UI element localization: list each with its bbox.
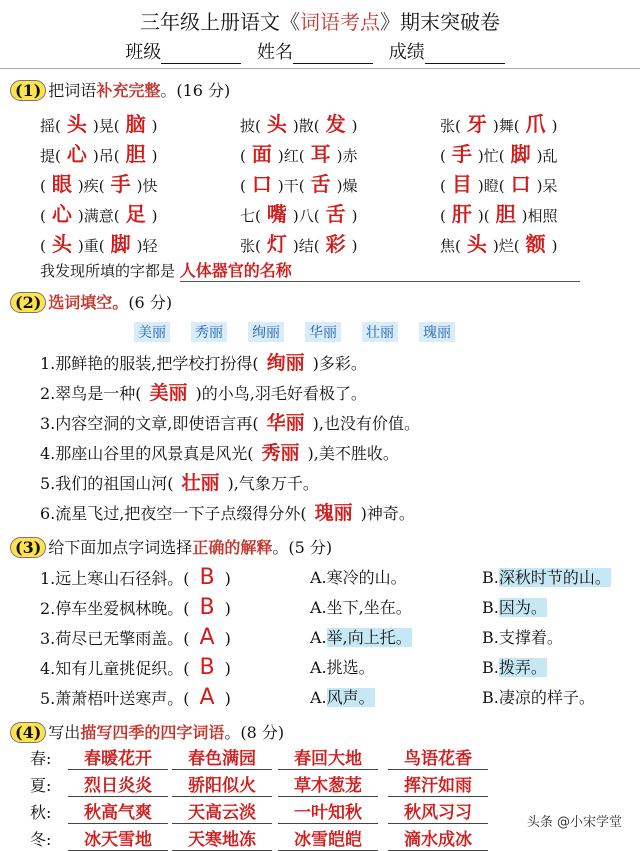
q4-answer[interactable]: 骄阳似火 [172, 771, 272, 797]
q1-idiom: 披( 头 )散( 发 ) [240, 112, 358, 136]
q1-idiom: 张( 牙 )舞( 爪 ) [440, 112, 558, 136]
q1-answer[interactable]: 牙 [466, 112, 487, 136]
q1-answer[interactable]: 头 [266, 112, 287, 136]
q4-answer[interactable]: 鸟语花香 [388, 744, 488, 770]
q4-answer[interactable]: 冰天雪地 [68, 825, 168, 851]
class-blank[interactable] [161, 47, 241, 64]
q1-answer[interactable]: 脚 [510, 142, 531, 166]
watermark: 头条 @小宋学堂 [521, 810, 628, 831]
q1-idiom: ( 手 )忙( 脚 )乱 [440, 142, 558, 166]
q2-sentence: 1.那鲜艳的服装,把学校打扮得( 绚丽 )多彩。 [40, 352, 367, 374]
name-blank[interactable] [293, 47, 373, 64]
score-blank[interactable] [425, 47, 505, 64]
q4-answer[interactable]: 春回大地 [278, 744, 378, 770]
page-title: 三年级上册语文《词语考点》期末突破卷 [140, 10, 500, 34]
q3-question: 4.知有儿童挑促织。( B ) [40, 655, 231, 680]
option-b[interactable]: B.因为。 [482, 598, 547, 617]
option-a[interactable]: A.寒冷的山。 [310, 568, 407, 587]
q4-answer[interactable]: 滴水成冰 [388, 825, 488, 851]
q2-answer[interactable]: 壮丽 [181, 472, 220, 494]
q1-answer[interactable]: 胆 [125, 142, 146, 166]
q1-idiom: 摇( 头 )晃( 脑 ) [40, 112, 158, 136]
q2-answer[interactable]: 瑰丽 [314, 502, 353, 524]
q1-discovery: 我发现所填的字都是 人体器官的名称 [40, 258, 580, 282]
word-bank-item: 瑰丽 [419, 322, 455, 342]
q1-answer[interactable]: 舌 [310, 172, 331, 196]
q1-answer[interactable]: 手 [451, 142, 472, 166]
q1-idiom: ( 头 )重( 脚 )轻 [40, 232, 158, 256]
season-label: 春: [30, 749, 52, 768]
q4-answer[interactable]: 草木葱茏 [278, 771, 378, 797]
q1-answer[interactable]: 心 [66, 142, 87, 166]
q4-answer[interactable]: 冰雪皑皑 [278, 825, 378, 851]
q4-answer[interactable]: 天高云淡 [172, 798, 272, 824]
q1-answer[interactable]: 发 [325, 112, 346, 136]
q4-header: (4) 写出描写四季的四字词语。(8 分) [10, 720, 284, 743]
q1-answer[interactable]: 头 [51, 232, 72, 256]
q1-idiom: ( 心 )满意( 足 ) [40, 202, 158, 226]
q1-answer[interactable]: 额 [525, 232, 546, 256]
q1-answer[interactable]: 舌 [325, 202, 346, 226]
word-bank-item: 秀丽 [191, 322, 227, 342]
q4-answer[interactable]: 一叶知秋 [278, 798, 378, 824]
q1-answer[interactable]: 头 [66, 112, 87, 136]
word-bank-item: 绚丽 [248, 322, 284, 342]
q4-answer[interactable]: 挥汗如雨 [388, 771, 488, 797]
q1-idiom: 七( 嘴 )八( 舌 ) [240, 202, 358, 226]
q1-answer[interactable]: 脑 [125, 112, 146, 136]
q1-answer[interactable]: 胆 [495, 202, 516, 226]
q2-sentence: 5.我们的祖国山河( 壮丽 ),气象万千。 [40, 472, 319, 494]
q1-idiom: ( 目 )瞪( 口 )呆 [440, 172, 558, 196]
option-a[interactable]: A.坐下,坐在。 [310, 598, 412, 617]
q1-idiom: 焦( 头 )烂( 额 ) [440, 232, 558, 256]
q2-sentence: 4.那座山谷里的风景真是风光( 秀丽 ),美不胜收。 [40, 442, 399, 464]
q2-sentence: 6.流星飞过,把夜空一下子点缀得分外( 瑰丽 )神奇。 [40, 502, 415, 524]
q2-answer[interactable]: 华丽 [266, 412, 305, 434]
season-label: 冬: [30, 830, 52, 849]
q3-question: 3.荷尽已无擎雨盖。( A ) [40, 625, 231, 650]
q4-answer[interactable]: 烈日炎炎 [68, 771, 168, 797]
q1-idiom: ( 面 )红( 耳 )赤 [240, 142, 358, 166]
q3-answer[interactable]: B [199, 655, 215, 680]
q1-answer[interactable]: 目 [451, 172, 472, 196]
divider [0, 68, 640, 69]
q3-answer[interactable]: A [199, 625, 215, 650]
q2-header: (2) 选词填空。(6 分) [10, 290, 172, 313]
option-b[interactable]: B.支撑着。 [482, 628, 563, 647]
q1-answer[interactable]: 口 [251, 172, 272, 196]
q1-answer[interactable]: 耳 [310, 142, 331, 166]
q3-question: 5.萧萧梧叶送寒声。( A ) [40, 685, 231, 710]
q3-answer[interactable]: B [199, 565, 215, 590]
q2-answer[interactable]: 秀丽 [261, 442, 300, 464]
q4-answer[interactable]: 秋风习习 [388, 798, 488, 824]
option-a[interactable]: A.举,向上托。 [310, 628, 412, 647]
student-info: 班级 姓名 成绩 [0, 38, 640, 64]
q3-header: (3) 给下面加点字词选择正确的解释。(5 分) [10, 535, 332, 558]
q1-idiom: ( 眼 )疾( 手 )快 [40, 172, 158, 196]
q3-question: 2.停车坐爱枫林晚。( B ) [40, 595, 231, 620]
q1-answer[interactable]: 面 [251, 142, 272, 166]
q1-answer[interactable]: 嘴 [266, 202, 287, 226]
q1-idiom: 提( 心 )吊( 胆 ) [40, 142, 158, 166]
q1-answer[interactable]: 彩 [325, 232, 346, 256]
q2-answer[interactable]: 绚丽 [266, 352, 305, 374]
q1-idiom: ( 肝 )( 胆 )相照 [440, 202, 558, 226]
option-b[interactable]: B.凄凉的样子。 [482, 688, 595, 707]
q1-answer[interactable]: 爪 [525, 112, 546, 136]
q4-answer[interactable]: 春暖花开 [68, 744, 168, 770]
q1-answer[interactable]: 头 [466, 232, 487, 256]
q1-header: (1) 把词语补充完整。(16 分) [10, 78, 230, 101]
q3-question: 1.远上寒山石径斜。( B ) [40, 565, 231, 590]
word-bank-item: 壮丽 [362, 322, 398, 342]
q4-answer[interactable]: 天寒地冻 [172, 825, 272, 851]
q4-answer[interactable]: 春色满园 [172, 744, 272, 770]
q3-answer[interactable]: A [199, 685, 215, 710]
q1-answer[interactable]: 足 [125, 202, 146, 226]
q1-answer[interactable]: 手 [110, 172, 131, 196]
option-b[interactable]: B.拨弄。 [482, 658, 547, 677]
q1-answer[interactable]: 眼 [51, 172, 72, 196]
q1-answer[interactable]: 灯 [266, 232, 287, 256]
option-a[interactable]: A.风声。 [310, 688, 375, 707]
season-label: 夏: [30, 776, 52, 795]
q1-answer[interactable]: 口 [510, 172, 531, 196]
season-label: 秋: [30, 803, 52, 822]
q4-answer[interactable]: 秋高气爽 [68, 798, 168, 824]
option-a[interactable]: A.挑选。 [310, 658, 375, 677]
q1-answer[interactable]: 脚 [110, 232, 131, 256]
q2-sentence: 3.内容空洞的文章,即使语言再( 华丽 ),也没有价值。 [40, 412, 420, 434]
q1-answer[interactable]: 心 [51, 202, 72, 226]
q1-answer[interactable]: 肝 [451, 202, 472, 226]
word-bank-item: 美丽 [134, 322, 170, 342]
q1-idiom: ( 口 )干( 舌 )燥 [240, 172, 358, 196]
q2-answer[interactable]: 美丽 [149, 382, 188, 404]
q3-answer[interactable]: B [199, 595, 215, 620]
word-bank-item: 华丽 [305, 322, 341, 342]
q2-sentence: 2.翠鸟是一种( 美丽 )的小鸟,羽毛好看极了。 [40, 382, 367, 404]
q1-idiom: 张( 灯 )结( 彩 ) [240, 232, 358, 256]
option-b[interactable]: B.深秋时节的山。 [482, 568, 611, 587]
